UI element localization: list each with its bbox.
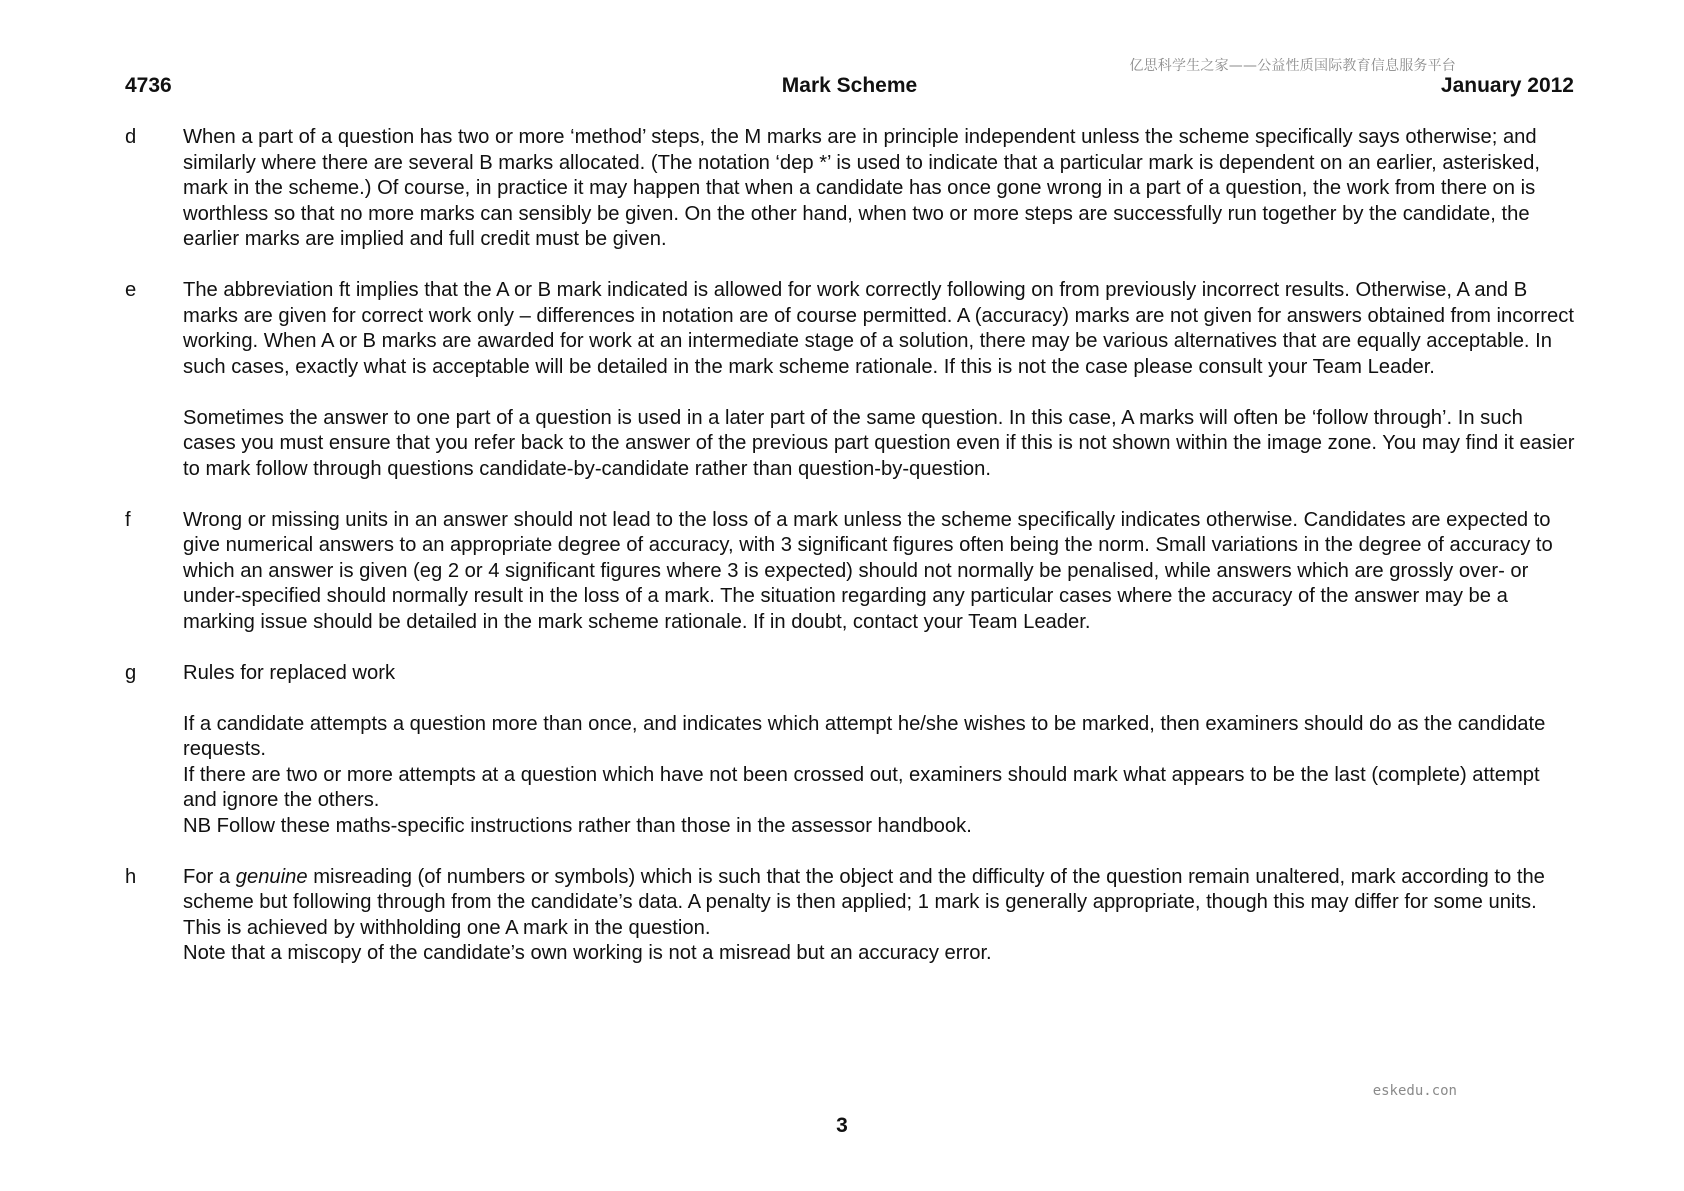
page-number: 3 [836, 1114, 848, 1137]
paragraph: Sometimes the answer to one part of a question is used in a later part of the same question. In this case, A marks will often be ‘follow through’. In such cases you must ensure that you refer back to the answer of the previous part question even if this is not shown within the image zone. You may find it easier to mark follow through questions candidate-by-candidate rather than question-by-question. [183, 406, 1575, 480]
item-body [183, 508, 1575, 636]
watermark-top: 亿思科学生之家——公益性质国际教育信息服务平台 [1129, 58, 1456, 74]
item-letter: h [125, 865, 137, 888]
text-run: For a [183, 865, 236, 888]
paragraph: If there are two or more attempts at a question which have not been crossed out, examiners should mark what appears to be the last (complete) attempt and ignore the others. [183, 763, 1540, 811]
page-header [125, 74, 1574, 100]
item-body [183, 278, 1575, 482]
list-item-g [125, 661, 1575, 840]
list-item-d [125, 125, 1575, 253]
paragraph: If a candidate attempts a question more than once, and indicates which attempt he/she wishes to be marked, then examiners should do as the candidate requests. [183, 712, 1546, 760]
paragraph: The abbreviation ft implies that the A or B mark indicated is allowed for work correctly following on from previously incorrect results. Otherwise, A and B marks are given for correct work only – differences in notation are of course permitted. A (accuracy) marks are not given for answers obtained from incorrect working. When A or B marks are awarded for work at an intermediate stage of a solution, there may be various alternatives that are equally acceptable. In such cases, exactly what is acceptable will be detailed in the mark scheme rationale. If this is not the case please consult your Team Leader. [183, 279, 1574, 378]
paper-code: 4736 [125, 74, 172, 97]
exam-date: January 2012 [1440, 74, 1574, 97]
item-body [183, 661, 1575, 840]
item-body [183, 865, 1575, 967]
document-body [125, 125, 1575, 992]
item-letter: g [125, 661, 137, 684]
paragraph: Wrong or missing units in an answer should not lead to the loss of a mark unless the scheme specifically indicates otherwise. Candidates are expected to give numerical answers to an appropriate degree of accuracy, with 3 significant figures often being the norm. Small variations in the degree of accuracy to which an answer is given (eg 2 or 4 significant figures where 3 is expected) should not normally be penalised, while answers which are grossly over- or under-specified should normally result in the loss of a mark. The situation regarding any particular cases where the accuracy of the answer may be a marking issue should be detailed in the mark scheme rationale. If in doubt, contact your Team Leader. [183, 508, 1553, 633]
item-letter: d [125, 126, 137, 148]
text-run: misreading (of numbers or symbols) which is such that the object and the difficulty of the question remain unaltered, mark according to the scheme but following through from the candidate’s data. A penalty is then applied; 1 mark is generally appropriate, though this may differ for some units. This is achieved by withholding one A mark in the question. [183, 865, 1545, 939]
item-letter: f [125, 508, 131, 531]
list-item-h [125, 865, 1575, 967]
paragraph: NB Follow these maths-specific instructions rather than those in the assessor handbook. [183, 814, 972, 837]
item-body [183, 125, 1575, 253]
page-title: Mark Scheme [781, 74, 918, 97]
list-item-e [125, 278, 1575, 482]
item-letter: e [125, 279, 137, 301]
list-item-f [125, 508, 1575, 636]
watermark-bottom: eskedu.con [1372, 1083, 1457, 1099]
paragraph: Note that a miscopy of the candidate’s own working is not a misread but an accuracy error. [183, 942, 992, 964]
paragraph: When a part of a question has two or more ‘method’ steps, the M marks are in principle independent unless the scheme specifically says otherwise; and similarly where there are several B marks allocated. (The notation ‘dep *’ is used to indicate that a particular mark is dependent on an earlier, asterisked, mark in the scheme.) Of course, in practice it may happen that when a candidate has once gone wrong in a part of a question, the work from there on is worthless so that no more marks can sensibly be given. On the other hand, when two or more steps are successfully run together by the candidate, the earlier marks are implied and full credit must be given. [183, 126, 1540, 250]
item-heading: Rules for replaced work [183, 661, 396, 684]
emphasis-text: genuine [235, 865, 308, 888]
paragraph [183, 865, 1575, 942]
